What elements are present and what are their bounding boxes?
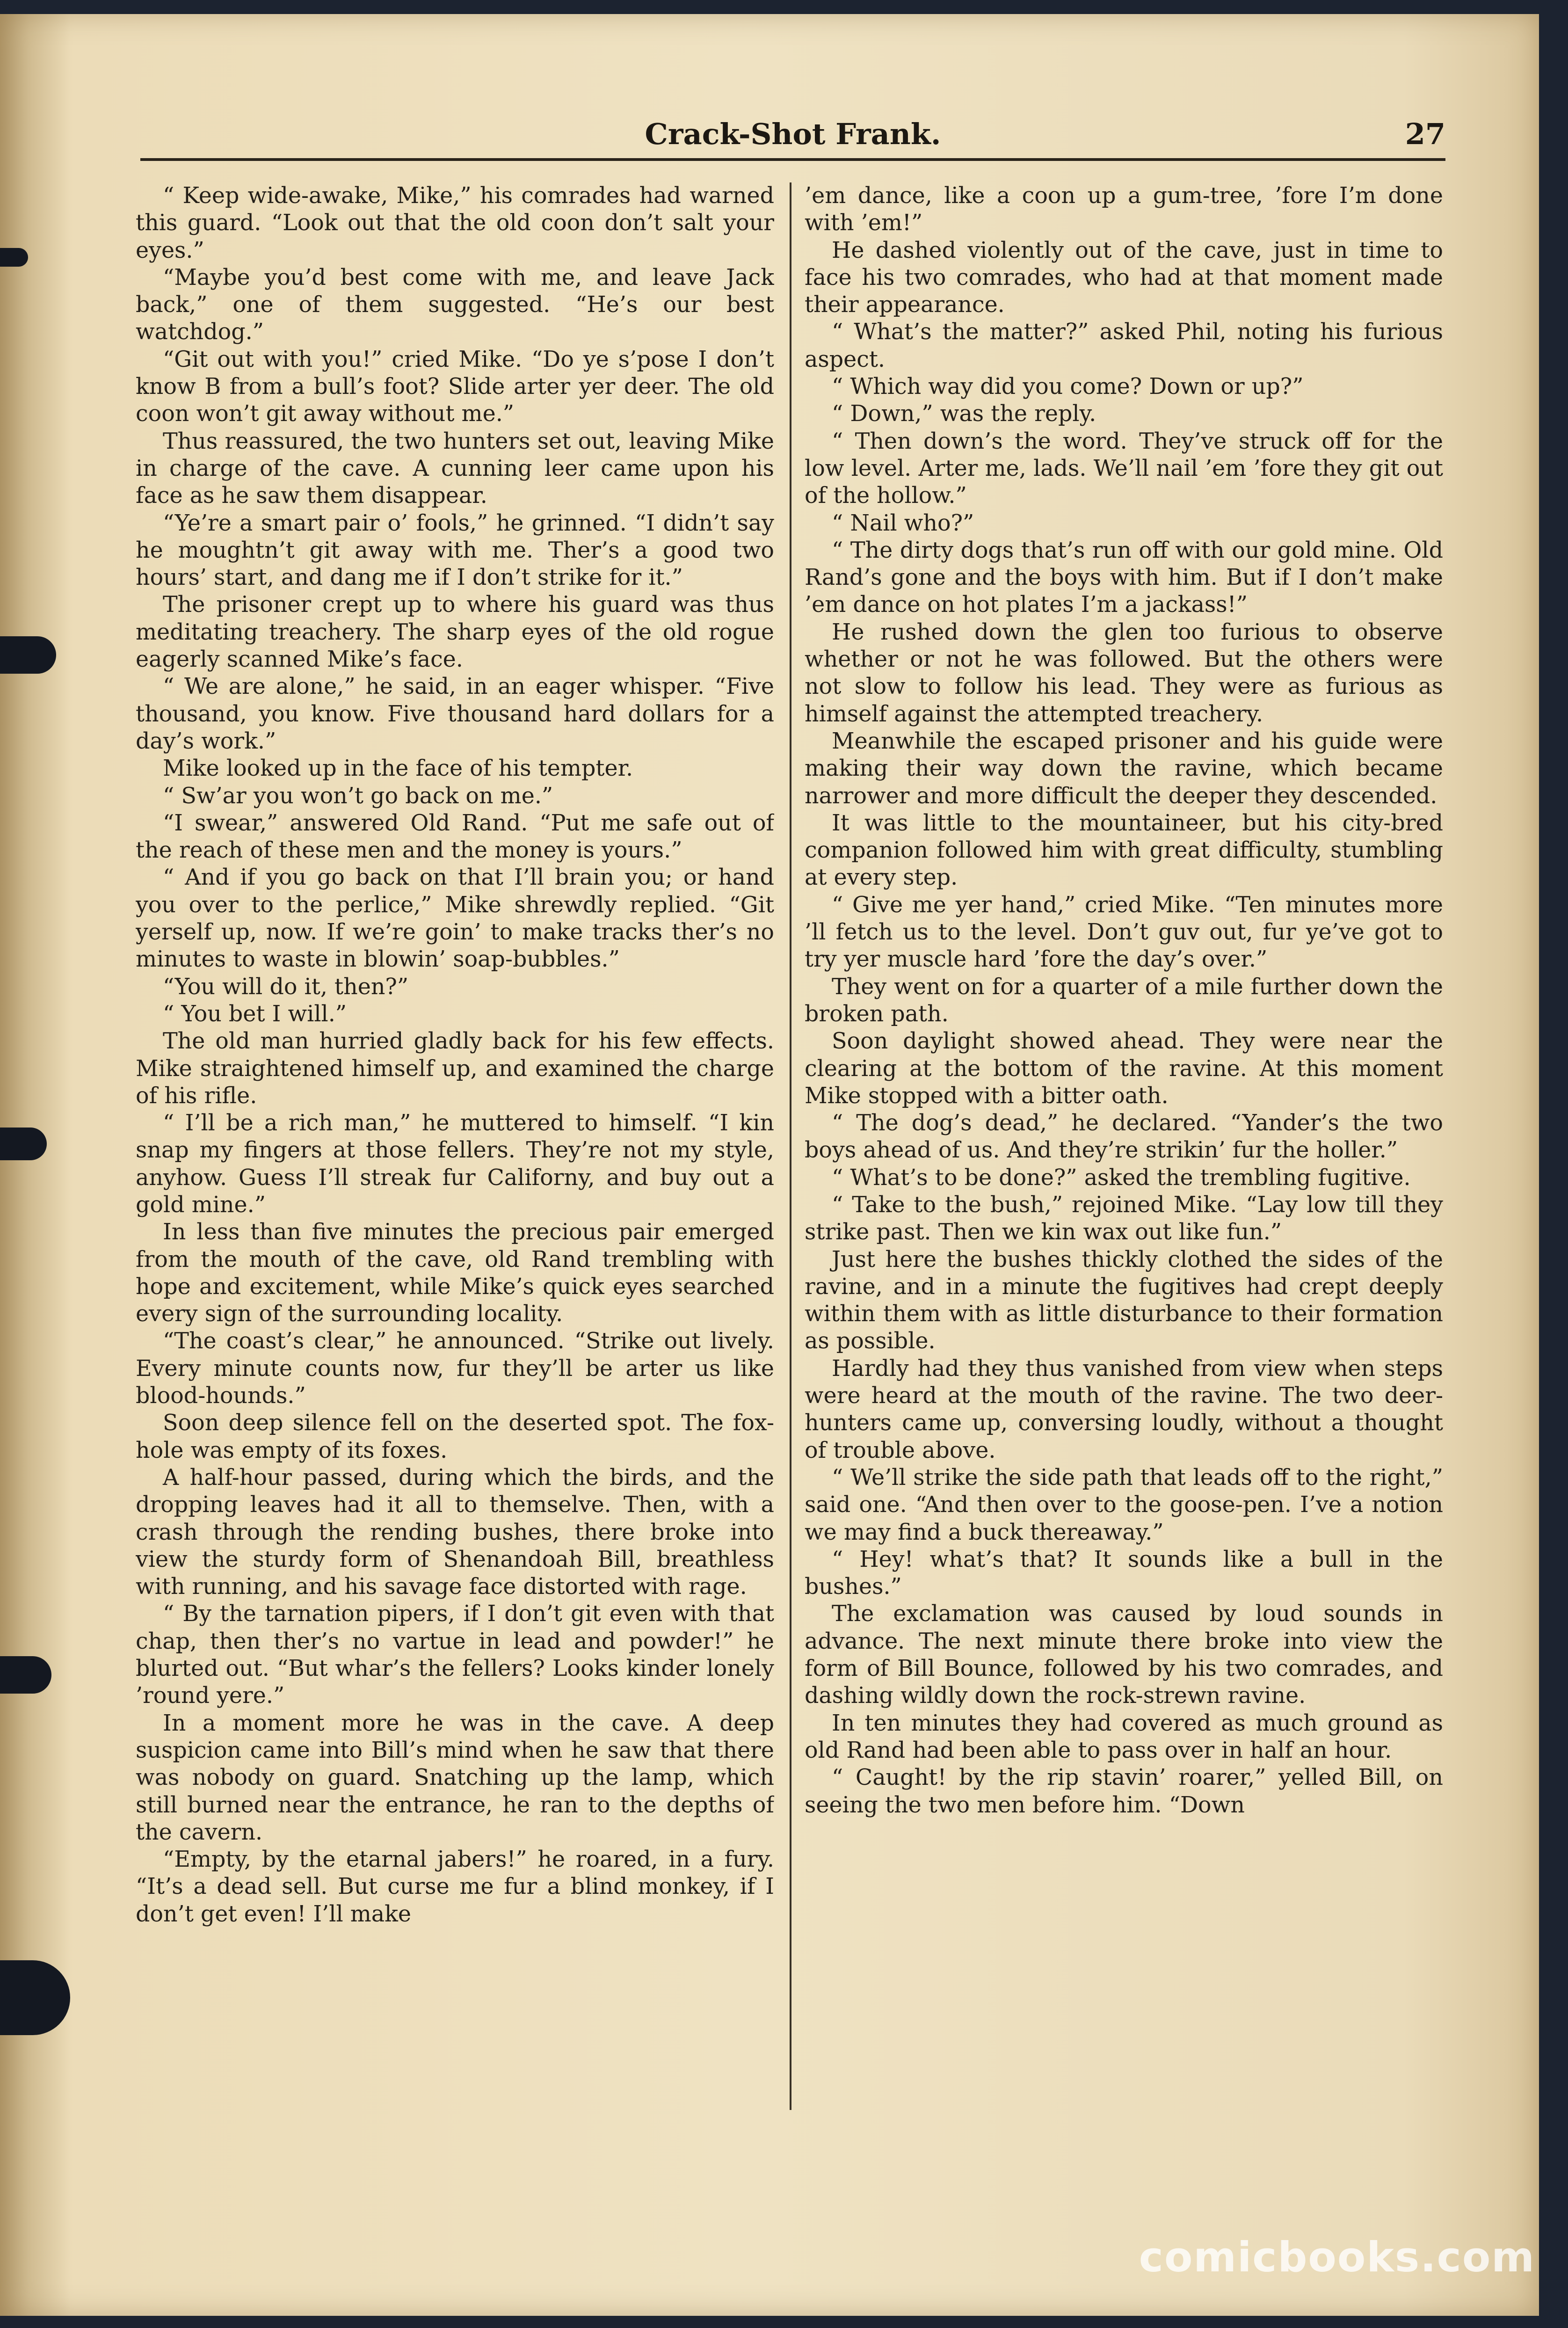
paragraph: “ And if you go back on that I’ll brain you; or hand you over to the perlice,” Mike shrewdly replied. “Git yerself up, now. If we’re goin’ to make tracks ther’s no minutes to waste in blowin’ soap-bubbles.” xyxy=(136,865,774,973)
paragraph: “I swear,” answered Old Rand. “Put me safe out of the reach of these men and the money is yours.” xyxy=(136,810,774,864)
paragraph: He dashed violently out of the cave, just in time to face his two comrades, who had at that moment made their appearance. xyxy=(805,237,1443,318)
paragraph: “ You bet I will.” xyxy=(163,1001,347,1027)
left-column xyxy=(136,182,774,2101)
paragraph: “ Hey! what’s that? It sounds like a bull in the bushes.” xyxy=(805,1546,1443,1600)
paragraph: “Maybe you’d best come with me, and leave Jack back,” one of them suggested. “He’s our best watchdog.” xyxy=(136,264,774,345)
paragraph: “ Give me yer hand,” cried Mike. “Ten minutes more ’ll fetch us to the level. Don’t guv out, fur ye’ve got to try yer muscle hard ’fore the day’s over.” xyxy=(805,892,1443,973)
binding-hole xyxy=(0,636,56,674)
paragraph: Meanwhile the escaped prisoner and his guide were making their way down the ravine, which became narrower and more difficult the deeper they descended. xyxy=(805,728,1443,809)
paragraph: In ten minutes they had covered as much ground as old Rand had been able to pass over in half an hour. xyxy=(805,1710,1443,1763)
binding-hole xyxy=(0,248,28,267)
running-title: Crack-Shot Frank. xyxy=(645,117,941,151)
paragraph: “ Which way did you come? Down or up?” xyxy=(832,374,1304,400)
paragraph: Soon deep silence fell on the deserted spot. The fox-hole was empty of its foxes. xyxy=(136,1410,774,1463)
paragraph: “ Down,” was the reply. xyxy=(832,401,1096,427)
paragraph: Soon daylight showed ahead. They were near the clearing at the bottom of the ravine. At this moment Mike stopped with a bitter oath. xyxy=(805,1028,1443,1109)
paragraph: “ The dog’s dead,” he declared. “Yander’s the two boys ahead of us. And they’re strikin’ fur the holler.” xyxy=(805,1110,1443,1164)
paragraph: In less than five minutes the precious pair emerged from the mouth of the cave, old Rand trembling with hope and excitement, while Mike’s quick eyes searched every sign of the surrounding locality. xyxy=(136,1219,774,1327)
paragraph: “ The dirty dogs that’s run off with our gold mine. Old Rand’s gone and the boys with him. But if I don’t make ’em dance on hot plates I’m a jackass!” xyxy=(805,537,1443,618)
paragraph: “ By the tarnation pipers, if I don’t git even with that chap, then ther’s no vartue in lead and powder!” he blurted out. “But whar’s the fellers? Looks kinder lonely ’round yere.” xyxy=(136,1601,774,1709)
paragraph: “Empty, by the etarnal jabers!” he roared, in a fury. “It’s a dead sell. But curse me fur a blind monkey, if I don’t get even! I’ll make xyxy=(136,1847,774,1927)
paragraph: “ Then down’s the word. They’ve struck off for the low level. Arter me, lads. We’ll nail ’em ’fore they git out of the hollow.” xyxy=(805,428,1443,509)
paragraph: “ Sw’ar you won’t go back on me.” xyxy=(163,783,553,809)
paragraph: “You will do it, then?” xyxy=(163,974,409,1000)
paragraph: He rushed down the glen too furious to observe whether or not he was followed. But the others were not slow to follow his lead. They were as furious as himself against the attempted treachery. xyxy=(805,619,1443,727)
paragraph: “ Nail who?” xyxy=(832,510,974,536)
paragraph: “ What’s the matter?” asked Phil, noting his furious aspect. xyxy=(805,319,1443,372)
paragraph: Mike looked up in the face of his tempter. xyxy=(163,756,633,782)
binding-hole xyxy=(0,1656,51,1694)
paragraph: A half-hour passed, during which the birds, and the dropping leaves had it all to themselve. Then, with a crash through the rending bushes, there broke into view the sturdy form of Shenandoah Bill, breathless with running, and his savage face distorted with rage. xyxy=(136,1464,774,1600)
paragraph: “Ye’re a smart pair o’ fools,” he grinned. “I didn’t say he moughtn’t git away with me. Ther’s a good two hours’ start, and dang me if I don’t strike for it.” xyxy=(136,510,774,591)
paragraph: “ What’s to be done?” asked the trembling fugitive. xyxy=(832,1164,1411,1191)
right-column xyxy=(805,182,1443,2101)
binding-hole xyxy=(0,1128,47,1160)
watermark: comicbooks.com xyxy=(1139,2233,1535,2281)
page-number: 27 xyxy=(1405,117,1445,151)
paragraph: ’em dance, like a coon up a gum-tree, ’fore I’m done with ’em!” xyxy=(805,183,1443,236)
paragraph: Hardly had they thus vanished from view when steps were heard at the mouth of the ravine. The two deer-hunters came up, conversing loudly, without a thought of trouble above. xyxy=(805,1355,1443,1463)
paragraph: “ We are alone,” he said, in an eager whisper. “Five thousand, you know. Five thousand hard dollars for a day’s work.” xyxy=(136,674,774,754)
paragraph: “The coast’s clear,” he announced. “Strike out lively. Every minute counts now, fur they’ll be arter us like blood-hounds.” xyxy=(136,1328,774,1409)
paragraph: “ Take to the bush,” rejoined Mike. “Lay low till they strike past. Then we kin wax out like fun.” xyxy=(805,1192,1443,1245)
paragraph: The exclamation was caused by loud sounds in advance. The next minute there broke into view the form of Bill Bounce, followed by his two comrades, and dashing wildly down the rock-strewn ravine. xyxy=(805,1601,1443,1709)
paragraph: In a moment more he was in the cave. A deep suspicion came into Bill’s mind when he saw that there was nobody on guard. Snatching up the lamp, which still burned near the entrance, he ran to the depths of the cavern. xyxy=(136,1710,774,1845)
paragraph: Just here the bushes thickly clothed the sides of the ravine, and in a minute the fugitives had crept deeply within them with as little disturbance to their formation as possible. xyxy=(805,1246,1443,1354)
header-rule xyxy=(140,158,1445,161)
paragraph: The prisoner crept up to where his guard was thus meditating treachery. The sharp eyes of the old rogue eagerly scanned Mike’s face. xyxy=(136,592,774,673)
paragraph: They went on for a quarter of a mile further down the broken path. xyxy=(805,974,1443,1027)
paragraph: “Git out with you!” cried Mike. “Do ye s’pose I don’t know B from a bull’s foot? Slide arter yer deer. The old coon won’t git away without me.” xyxy=(136,346,774,427)
paragraph: The old man hurried gladly back for his few effects. Mike straightened himself up, and examined the charge of his rifle. xyxy=(136,1028,774,1109)
paragraph: “ We’ll strike the side path that leads off to the right,” said one. “And then over to the goose-pen. I’ve a notion we may find a buck thereaway.” xyxy=(805,1464,1443,1545)
page-header xyxy=(140,108,1445,164)
paragraph: “ Caught! by the rip stavin’ roarer,” yelled Bill, on seeing the two men before him. “Down xyxy=(805,1765,1443,1818)
paragraph: “ I’ll be a rich man,” he muttered to himself. “I kin snap my fingers at those fellers. They’re not my style, anyhow. Guess I’ll streak fur Californy, and buy out a gold mine.” xyxy=(136,1110,774,1218)
paragraph: It was little to the mountaineer, but his city-bred companion followed him with great difficulty, stumbling at every step. xyxy=(805,810,1443,891)
paragraph: Thus reassured, the two hunters set out, leaving Mike in charge of the cave. A cunning leer came upon his face as he saw them disappear. xyxy=(136,428,774,509)
paragraph: “ Keep wide-awake, Mike,” his comrades had warned this guard. “Look out that the old coon don’t salt your eyes.” xyxy=(136,183,774,263)
column-divider xyxy=(790,182,791,2110)
